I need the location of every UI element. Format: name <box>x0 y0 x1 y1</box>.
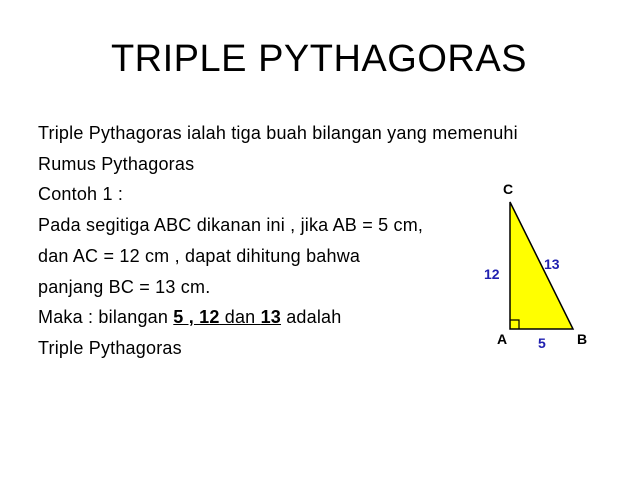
body-line-5: dan AC = 12 cm , dapat dihitung bahwa <box>38 245 361 266</box>
conclusion-prefix: Maka : bilangan <box>38 307 174 328</box>
triangle-svg <box>470 172 610 352</box>
side-ab-label: 5 <box>538 335 546 351</box>
vertex-b-label: B <box>577 331 588 347</box>
vertex-a-label: A <box>497 331 508 347</box>
side-bc-label: 13 <box>544 256 560 272</box>
body-line-last: Triple Pythagoras <box>38 337 182 358</box>
conclusion-line <box>38 302 518 333</box>
conclusion-num-5-12: 5 , 12 <box>173 307 220 328</box>
side-ac-label: 12 <box>484 266 500 282</box>
right-triangle-diagram <box>470 172 610 352</box>
body-line-3: Contoh 1 : <box>38 184 124 205</box>
triangle-abc <box>510 202 573 329</box>
vertex-c-label: C <box>503 181 514 197</box>
conclusion-sep: dan <box>219 307 261 328</box>
body-line-4: Pada segitiga ABC dikanan ini , jika AB = 5 cm, <box>38 215 424 236</box>
conclusion-num-13: 13 <box>260 307 282 328</box>
body-line-2: Rumus Pythagoras <box>38 153 195 174</box>
slide-body <box>38 118 518 364</box>
page-title: TRIPLE PYTHAGORAS <box>110 38 528 80</box>
body-line-6: panjang BC = 13 cm. <box>38 276 211 297</box>
body-line-1: Triple Pythagoras ialah tiga buah bilangan yang memenuhi <box>38 123 518 143</box>
conclusion-suffix: adalah <box>281 307 342 328</box>
